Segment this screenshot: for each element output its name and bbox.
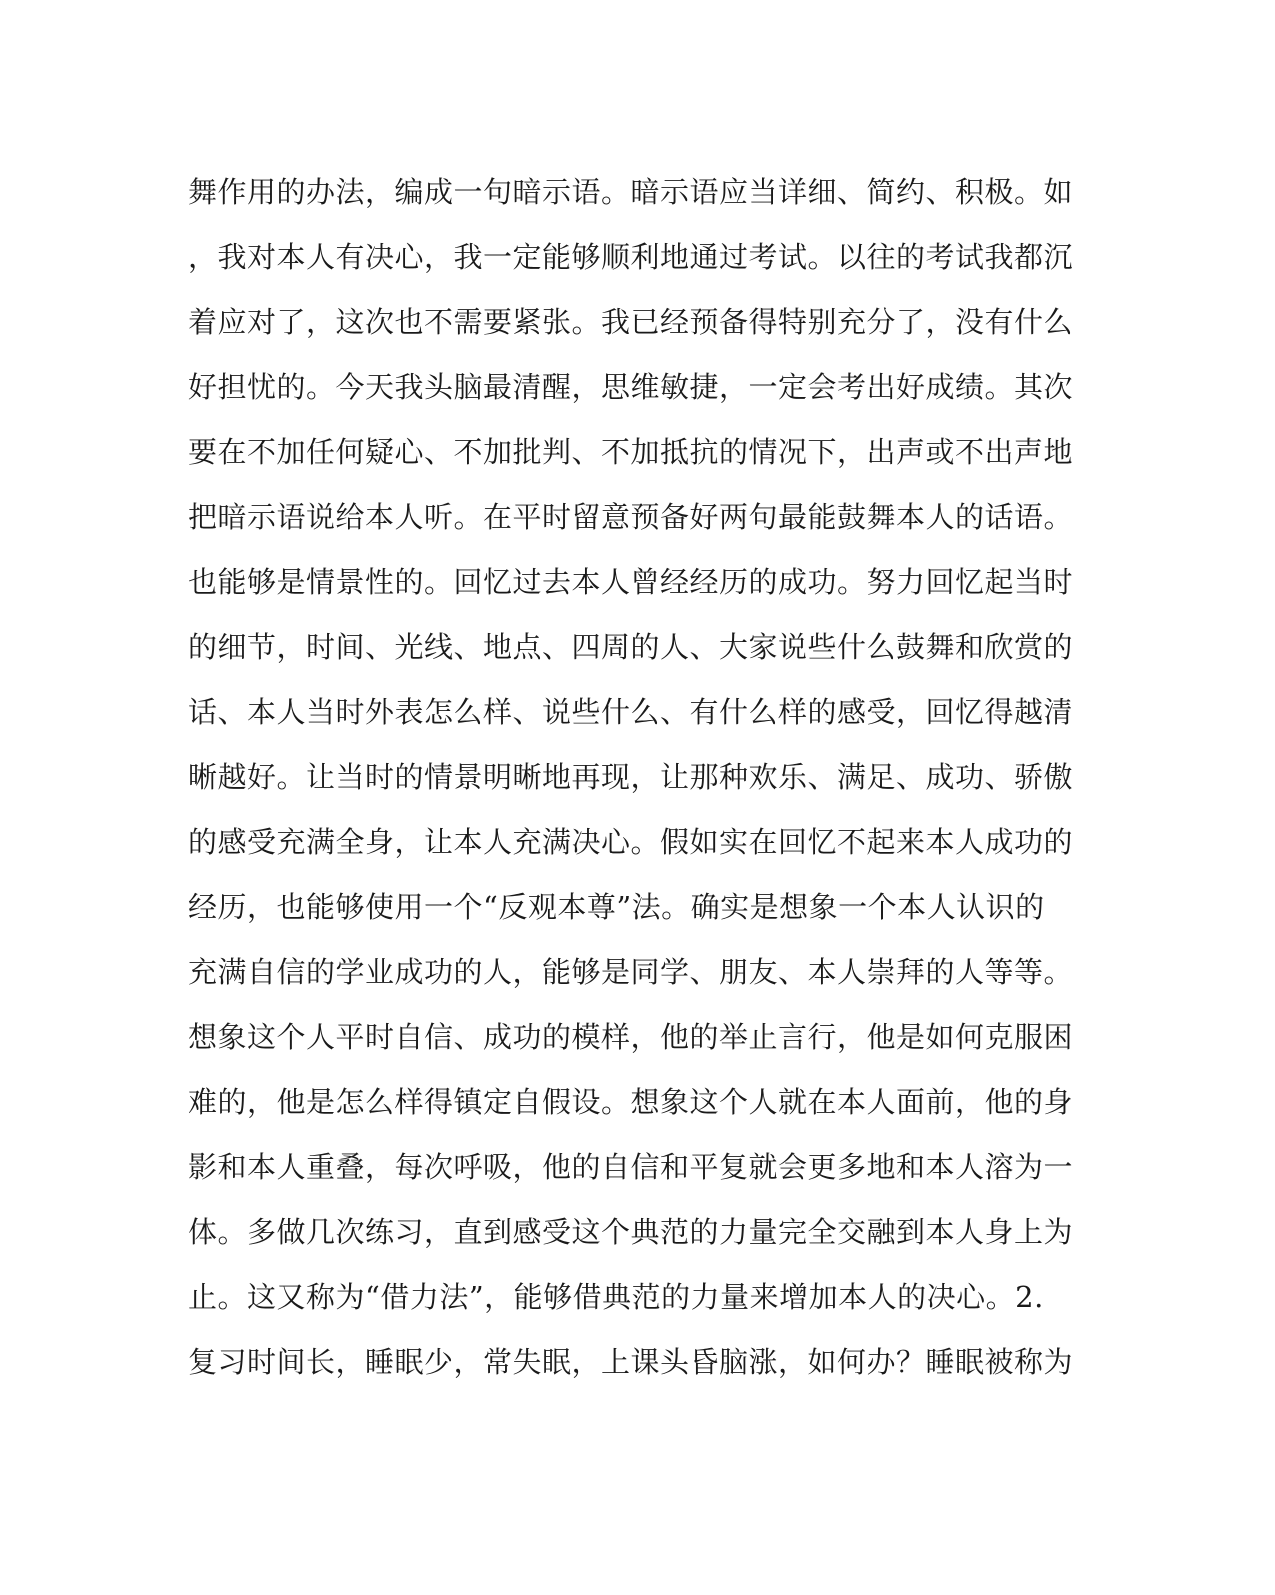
text-line: ，我对本人有决心，我一定能够顺利地通过考试。以往的考试我都沉 [188, 240, 1074, 274]
text-line: 着应对了，这次也不需要紧张。我已经预备得特别充分了，没有什么 [188, 305, 1074, 339]
text-line: 的细节，时间、光线、地点、四周的人、大家说些什么鼓舞和欣赏的 [188, 630, 1074, 664]
text-line: 止。这又称为“借力法”，能够借典范的力量来增加本人的决心。2. [188, 1280, 1044, 1314]
text-line: 影和本人重叠，每次呼吸，他的自信和平复就会更多地和本人溶为一 [188, 1150, 1074, 1184]
text-line: 话、本人当时外表怎么样、说些什么、有什么样的感受，回忆得越清 [188, 695, 1074, 729]
text-line: 也能够是情景性的。回忆过去本人曾经经历的成功。努力回忆起当时 [188, 565, 1074, 599]
text-line: 体。多做几次练习，直到感受这个典范的力量完全交融到本人身上为 [188, 1215, 1074, 1249]
text-line: 要在不加任何疑心、不加批判、不加抵抗的情况下，出声或不出声地 [188, 435, 1074, 469]
text-line: 经历，也能够使用一个“反观本尊”法。确实是想象一个本人认识的 [188, 890, 1045, 924]
text-line: 难的，他是怎么样得镇定自假设。想象这个人就在本人面前，他的身 [188, 1085, 1074, 1119]
text-line: 好担忧的。今天我头脑最清醒，思维敏捷，一定会考出好成绩。其次 [188, 370, 1074, 404]
text-line: 复习时间长，睡眠少，常失眠，上课头昏脑涨，如何办？睡眠被称为 [188, 1345, 1074, 1379]
text-line: 想象这个人平时自信、成功的模样，他的举止言行，他是如何克服困 [188, 1020, 1074, 1054]
text-line: 晰越好。让当时的情景明晰地再现，让那种欢乐、满足、成功、骄傲 [188, 760, 1074, 794]
text-line: 把暗示语说给本人听。在平时留意预备好两句最能鼓舞本人的话语。 [188, 500, 1074, 534]
body-text [188, 160, 1074, 1395]
text-line: 的感受充满全身，让本人充满决心。假如实在回忆不起来本人成功的 [188, 825, 1074, 859]
text-line: 充满自信的学业成功的人，能够是同学、朋友、本人崇拜的人等等。 [188, 955, 1074, 989]
text-line: 舞作用的办法，编成一句暗示语。暗示语应当详细、简约、积极。如 [188, 175, 1074, 209]
